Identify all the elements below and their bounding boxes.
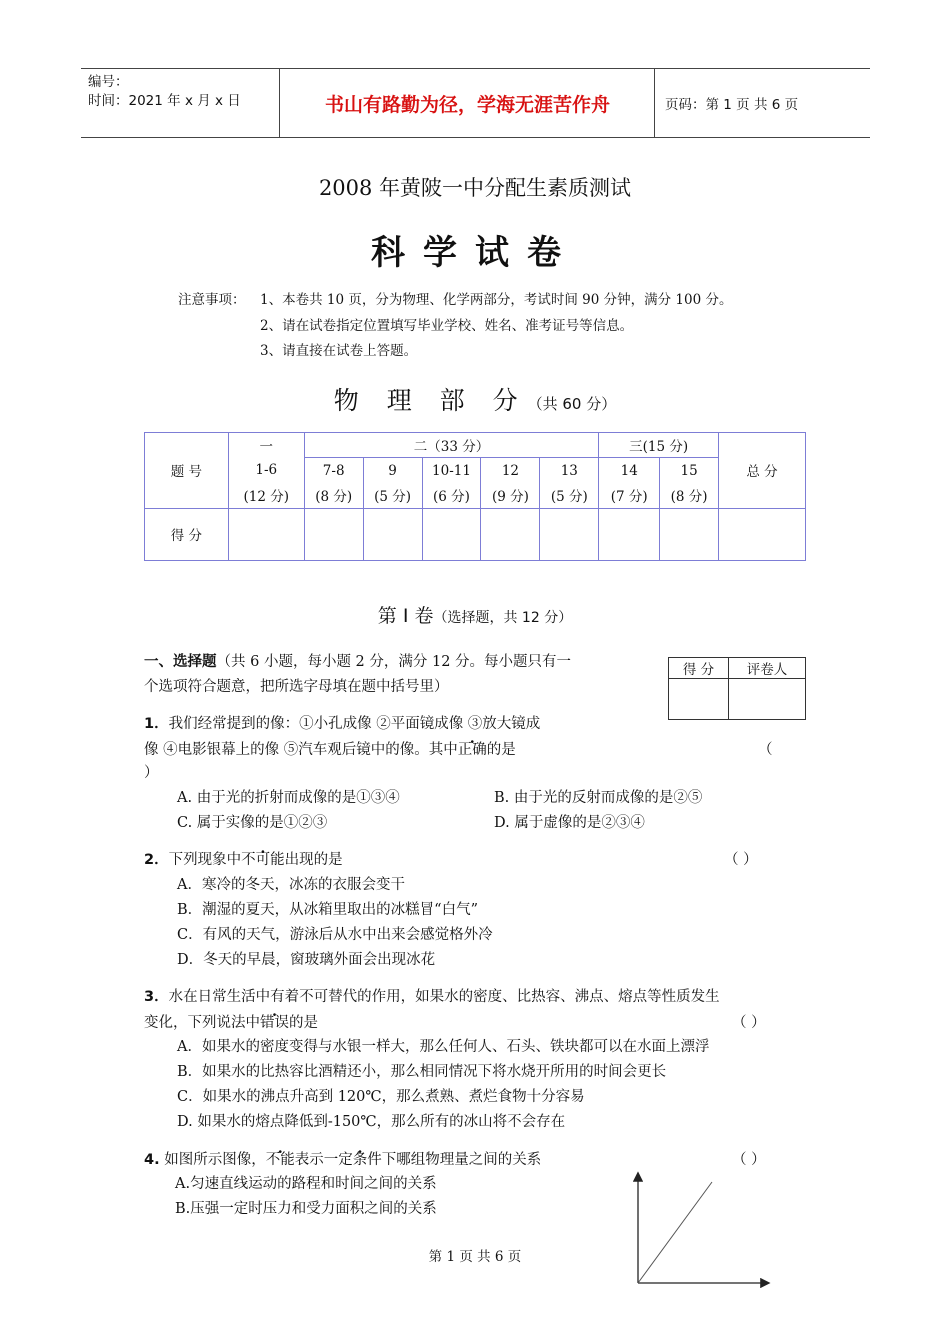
question-number: 1．	[144, 716, 169, 732]
instructions-line1: （共 6 小题，每小题 2 分，满分 12 分。每小题只有一	[216, 654, 572, 670]
section-title-points: （选择题，共 12 分）	[433, 610, 573, 626]
question-number: 3．	[144, 989, 169, 1005]
answer-bracket: （	[758, 742, 773, 758]
score-cell[interactable]	[304, 508, 363, 560]
option-b: B．如果水的比热容比酒精还小，那么相同情况下将水烧开所用的时间会更长	[177, 1064, 667, 1080]
question-points: (5 分)	[363, 483, 422, 508]
instructions-line2: 个选项符合题意，把所选字母填在题中括号里）	[144, 679, 449, 695]
question-range: 10-11	[422, 458, 481, 483]
question-text: 变化，下列说法中	[144, 1015, 260, 1031]
question-range: 14	[599, 458, 660, 483]
notes-label: 注意事项：	[178, 292, 246, 308]
date-label: 时间：2021 年 x 月 x 日	[88, 93, 241, 109]
score-table	[144, 432, 806, 561]
question-points: (7 分)	[599, 483, 660, 508]
question-range: 12	[481, 458, 540, 483]
question-points: (12 分)	[228, 483, 304, 508]
question-number: 4.	[144, 1152, 160, 1168]
emphasis-text: 正确	[457, 742, 487, 758]
question-text: 我们经常提到的像：①小孔成像 ②平面镜成像 ③放大镜成	[168, 716, 541, 732]
option-d: D．冬天的早晨，窗玻璃外面会出现冰花	[177, 952, 436, 968]
header-meta	[81, 69, 280, 137]
score-row-label: 得 分	[145, 508, 229, 560]
document-header	[81, 68, 870, 138]
note-item-2: 2、请在试卷指定位置填写毕业学校、姓名、准考证号等信息。	[260, 318, 634, 334]
header-motto: 书山有路勤为径，学海无涯苦作舟	[281, 69, 655, 137]
question-points: (9 分)	[481, 483, 540, 508]
instructions-heading: 一、选择题	[144, 654, 217, 670]
group-1-label: 一	[228, 433, 304, 458]
answer-bracket: （ ）	[724, 852, 758, 868]
answer-bracket: （ ）	[732, 1015, 766, 1031]
group-2-label: 二（33 分）	[304, 433, 599, 458]
grader-name-cell[interactable]	[728, 679, 805, 720]
option-b: B. 由于光的反射而成像的是②⑤	[494, 790, 703, 806]
option-d: D. 如果水的熔点降低到-150℃，那么所有的冰山将不会存在	[177, 1114, 566, 1130]
option-a: A．寒冷的冬天，冰冻的衣服会变干	[177, 877, 405, 893]
question-3-line1	[144, 985, 720, 1010]
option-b: B．潮湿的夏天，从冰箱里取出的冰糕冒“白气”	[177, 902, 478, 918]
question-range: 7-8	[304, 458, 363, 483]
question-text: 的是	[289, 1015, 318, 1031]
question-text: 如图所示图像，	[164, 1152, 266, 1168]
grader-score-label: 得 分	[669, 658, 729, 679]
option-a: A.匀速直线运动的路程和时间之间的关系	[175, 1176, 437, 1192]
question-4	[144, 1148, 541, 1173]
question-1-line2	[144, 738, 516, 763]
header-page-info: 页码：第 1 页 共 6 页	[665, 97, 799, 113]
instructions	[144, 650, 571, 675]
answer-bracket-close: ）	[144, 765, 159, 781]
emphasis-text: 错误	[260, 1015, 289, 1031]
option-a: A．如果水的密度变得与水银一样大，那么任何人、石头、铁块都可以在水面上漂浮	[177, 1039, 710, 1055]
question-text: 的是	[486, 742, 516, 758]
question-number: 2．	[144, 852, 169, 868]
option-d: D. 属于虚像的是②③④	[494, 815, 645, 831]
row-header-label: 题 号	[145, 433, 229, 509]
question-2	[144, 848, 343, 873]
question-range: 13	[540, 458, 599, 483]
emphasis-text: 不可能	[241, 852, 285, 868]
score-cell[interactable]	[599, 508, 660, 560]
question-text: 像 ④电影银幕上的像 ⑤汽车观后镜中的像。其中	[144, 742, 458, 758]
question-text: 表示	[294, 1152, 324, 1168]
question-text: 水在日常生活中有着不可替代的作用，如果水的密度、比热容、沸点、熔点等性质发生	[168, 989, 720, 1005]
question-text: 下列现象中	[168, 852, 242, 868]
page-footer: 第 1 页 共 6 页	[428, 1249, 522, 1265]
question-range: 1-6	[228, 458, 304, 483]
group-3-label: 三(15 分)	[599, 433, 719, 458]
question-range: 9	[363, 458, 422, 483]
question-3-line2	[144, 1011, 318, 1036]
option-c: C. 属于实像的是①②③	[177, 815, 328, 831]
score-cell[interactable]	[228, 508, 304, 560]
part-title-points: （共 60 分）	[527, 395, 617, 413]
question-points: (5 分)	[540, 483, 599, 508]
exam-subtitle: 科学试卷	[371, 233, 579, 273]
question-points: (8 分)	[660, 483, 719, 508]
part-title	[0, 381, 950, 417]
score-cell[interactable]	[422, 508, 481, 560]
section-title	[0, 601, 950, 628]
question-1-line1	[144, 712, 540, 737]
question-points: (8 分)	[304, 483, 363, 508]
question-text: 哪组物理量之间的关系	[396, 1152, 542, 1168]
question-points: (6 分)	[422, 483, 481, 508]
total-score-cell[interactable]	[719, 508, 806, 560]
option-b: B.压强一定时压力和受力面积之间的关系	[175, 1201, 437, 1217]
question-range: 15	[660, 458, 719, 483]
total-label: 总 分	[719, 433, 806, 509]
emphasis-text: 不能	[265, 1152, 295, 1168]
section-title-text: 第 Ⅰ 卷	[377, 605, 434, 627]
answer-bracket: （ ）	[732, 1152, 766, 1168]
note-item-1: 1、本卷共 10 页，分为物理、化学两部分，考试时间 90 分钟，满分 100 分。	[260, 292, 733, 308]
exam-title: 2008 年黄陂一中分配生素质测试	[318, 176, 632, 200]
score-cell[interactable]	[363, 508, 422, 560]
grader-score-cell[interactable]	[669, 679, 729, 720]
number-label: 编号：	[88, 74, 129, 90]
graph-line	[638, 1182, 712, 1283]
option-a: A. 由于光的折射而成像的是①③④	[177, 790, 400, 806]
score-cell[interactable]	[481, 508, 540, 560]
score-cell[interactable]	[540, 508, 599, 560]
part-title-text: 物 理 部 分	[333, 386, 528, 415]
grader-box	[668, 657, 806, 720]
grader-name-label: 评卷人	[728, 658, 805, 679]
note-item-3: 3、请直接在试卷上答题。	[260, 343, 418, 359]
emphasis-text: 一定条件下 ·	[324, 1152, 397, 1168]
option-c: C．有风的天气，游泳后从水中出来会感觉格外冷	[177, 927, 493, 943]
score-cell[interactable]	[660, 508, 719, 560]
linear-graph-figure	[626, 1168, 772, 1290]
option-c: C．如果水的沸点升高到 120℃，那么煮熟、煮烂食物十分容易	[177, 1089, 585, 1105]
question-text: 出现的是	[284, 852, 343, 868]
